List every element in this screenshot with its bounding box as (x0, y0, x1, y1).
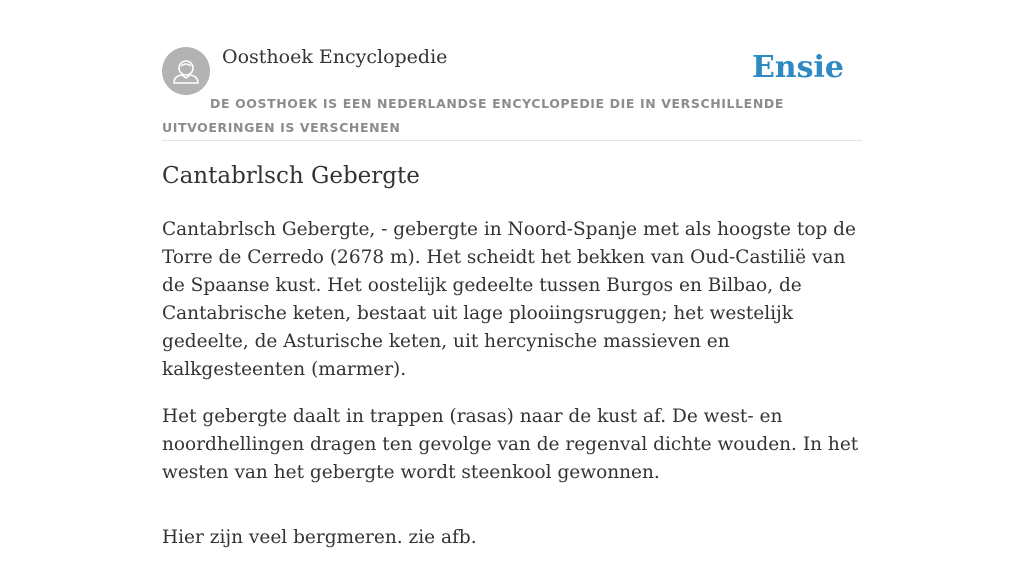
article-body (162, 216, 862, 571)
brand-logo[interactable]: Ensie (751, 50, 844, 85)
site-header (162, 0, 862, 141)
site-name[interactable]: Oosthoek Encyclopedie (222, 46, 448, 68)
article-paragraph: Cantabrlsch Gebergte, - gebergte in Noord-Spanje met als hoogste top de Torre de Cerredo (2678 m). Het scheidt het bekken van Oud-Castilië van de Spaanse kust. Het oostelijk gedeelte tussen Burgos en Bilbao, de Cantabrische keten, bestaat uit lage plooiingsruggen; het westelijk gedeelte, de Asturische keten, uit hercynische massieven en kalkgesteenten (marmer). (162, 219, 856, 380)
article-paragraph: Hier zijn veel bergmeren. zie afb. (162, 527, 477, 548)
article-title: Cantabrlsch Gebergte (162, 163, 420, 189)
page-container (162, 0, 862, 548)
user-icon[interactable] (162, 47, 210, 95)
article-paragraph: Het gebergte daalt in trappen (rasas) naar de kust af. De west- en noordhellingen dragen ten gevolge van de regenval dichte wouden. In het westen van het gebergte wordt steenkool gewonnen. (162, 406, 859, 483)
site-tagline: DE OOSTHOEK IS EEN NEDERLANDSE ENCYCLOPEDIE DIE IN VERSCHILLENDE UITVOERINGEN IS VERSCHENEN (162, 96, 784, 135)
